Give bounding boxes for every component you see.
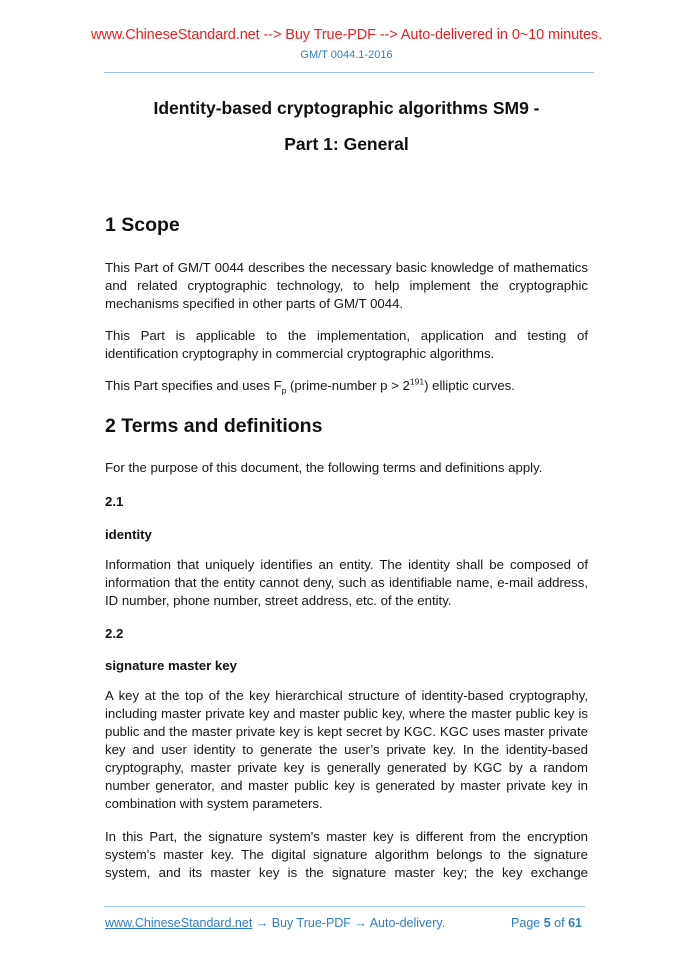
term-definition: Information that uniquely identifies an entity. The identity shall be composed of information that the entity cannot deny, such as identifiable name, e-mail address, ID number, phone number, street address, etc. of the entity.	[105, 557, 588, 608]
footer	[105, 916, 585, 930]
page-current: 5	[543, 916, 551, 930]
scope-p3-text-a: This Part specifies and uses F	[105, 378, 282, 393]
document-title-line-1: Identity-based cryptographic algorithms SM9 -	[153, 98, 540, 118]
page-indicator	[511, 916, 582, 930]
header-banner[interactable]: www.ChineseStandard.net --> Buy True-PDF --> Auto-delivered in 0~10 minutes.	[90, 27, 603, 43]
term-definition: A key at the top of the key hierarchical structure of identity-based cryptography, including master private key and master public key, where the master public key is public and the master private key is kept secret by KGC. KGC uses master private key and user identity to generate the user’s private key. In the identity-based cryptography, master private key is generally generated by KGC by a random number generator, and master public key is generated by master private key in combination with system parameters.	[105, 688, 588, 811]
footer-divider	[104, 906, 585, 907]
field-subscript: p	[281, 385, 287, 396]
page-of-label: of	[554, 916, 565, 930]
standard-code: GM/T 0044.1-2016	[300, 49, 393, 61]
header-divider	[104, 72, 594, 73]
footer-link[interactable]: www.ChineseStandard.net	[105, 916, 253, 930]
scope-paragraph-1: This Part of GM/T 0044 describes the necessary basic knowledge of mathematics and related cryptographic technology, to help implement the cryptographic mechanisms specified in other parts of GM/T 0044.	[105, 260, 588, 311]
section-heading-scope: 1 Scope	[105, 214, 180, 236]
scope-paragraph-3	[105, 377, 588, 395]
terms-intro: For the purpose of this document, the following terms and definitions apply.	[105, 460, 543, 475]
page-label: Page	[511, 916, 541, 930]
scope-p3-text-b: (prime-number p > 2	[286, 378, 410, 393]
document-title-line-2: Part 1: General	[284, 134, 409, 154]
footer-tagline: → Buy True-PDF → Auto-delivery.	[252, 916, 446, 930]
term-number: 2.1	[105, 494, 124, 509]
section-heading-terms: 2 Terms and definitions	[105, 415, 323, 437]
exponent-superscript: 191	[409, 376, 425, 387]
scope-p3-text-c: ) elliptic curves.	[424, 378, 515, 393]
scope-paragraph-2: This Part is applicable to the implementation, application and testing of identification cryptography in commercial cryptographic algorithms.	[105, 328, 588, 361]
term-name: identity	[105, 527, 152, 542]
term-name: signature master key	[105, 658, 237, 673]
term-note: In this Part, the signature system's master key is different from the encryption system's master key. The digital signature algorithm belongs to the signature system, and its master key is the signature master key; the key exchange	[105, 829, 588, 880]
term-number: 2.2	[105, 626, 124, 641]
page-total: 61	[568, 916, 582, 930]
